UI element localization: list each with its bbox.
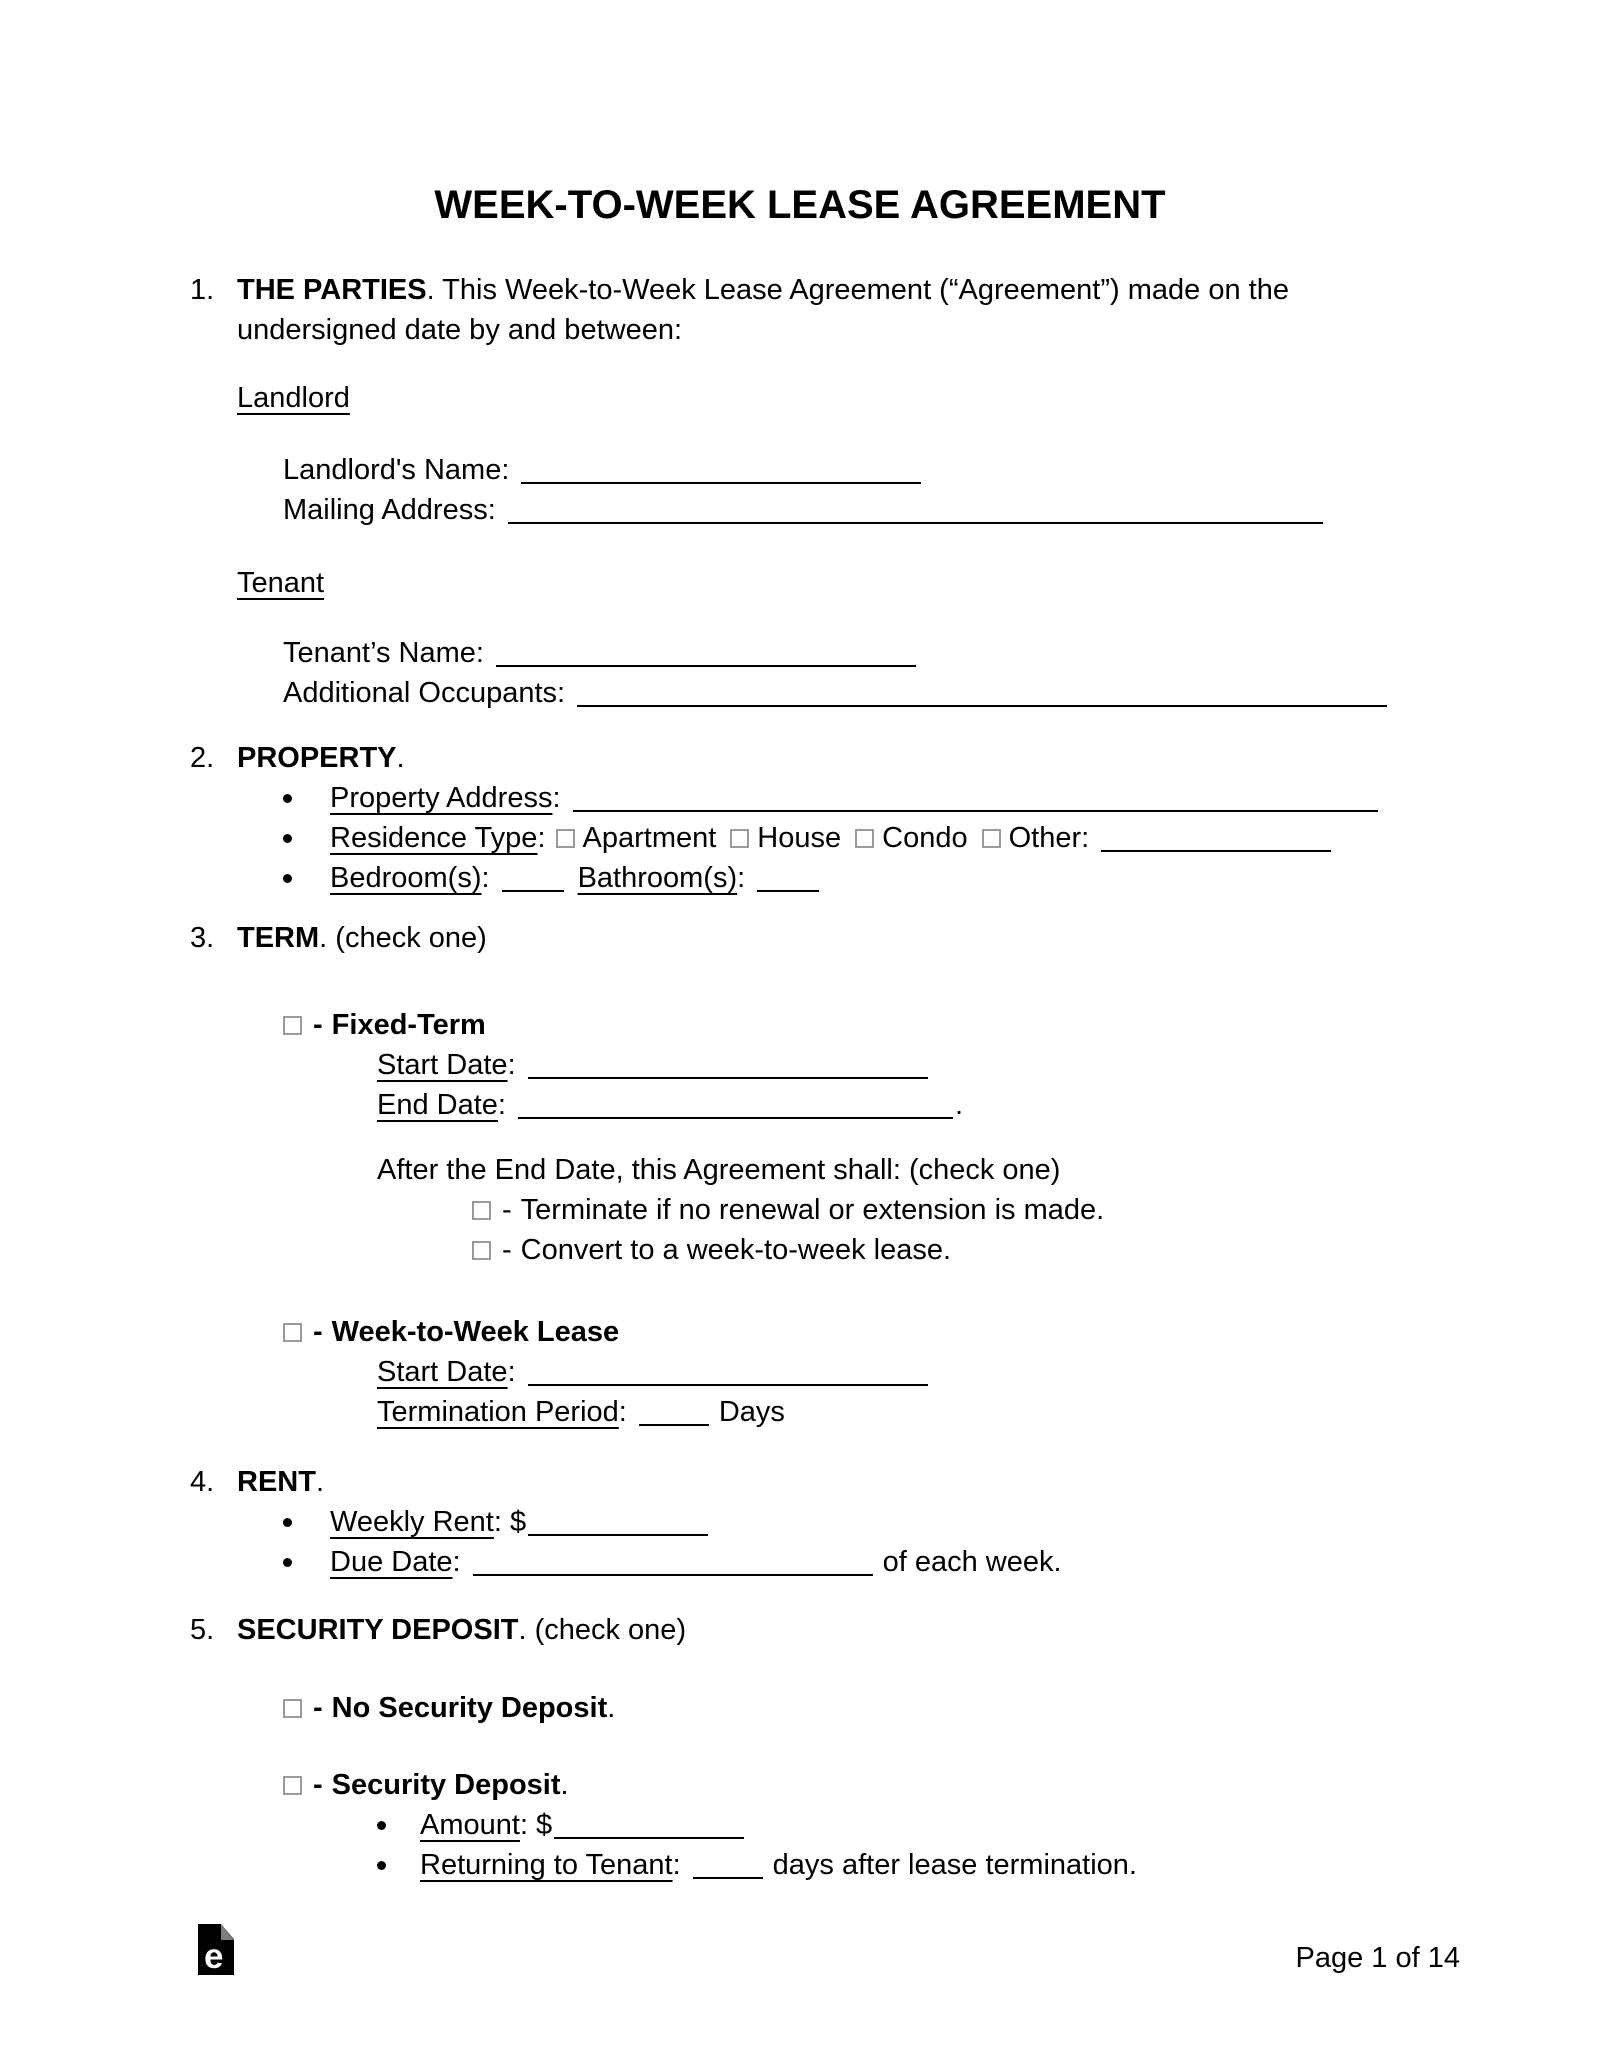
weekly-rent-label: Weekly Rent	[330, 1506, 494, 1538]
due-date-label: Due Date	[330, 1546, 453, 1578]
bullet-icon	[283, 794, 292, 803]
bullet-icon	[283, 834, 292, 843]
apartment-checkbox[interactable]	[556, 829, 575, 848]
weekly-rent-blank[interactable]	[528, 1514, 708, 1536]
terminate-checkbox[interactable]	[472, 1201, 491, 1220]
dash: -	[313, 1692, 323, 1724]
other-checkbox[interactable]	[982, 829, 1001, 848]
start-date-label: Start Date	[377, 1356, 508, 1388]
section-number: 2.	[190, 742, 215, 774]
w2w-start-date-blank[interactable]	[528, 1364, 928, 1386]
due-date-suffix: of each week.	[882, 1546, 1062, 1578]
heading-period: .	[315, 1466, 325, 1498]
additional-occupants-label: Additional Occupants:	[283, 677, 566, 709]
tenant-name-blank[interactable]	[496, 645, 916, 667]
heading-suffix: . (check one)	[518, 1614, 687, 1646]
landlord-name-row	[0, 450, 1600, 490]
period: .	[607, 1692, 616, 1724]
other-option-label: Other:	[1008, 822, 1090, 854]
termination-period-blank[interactable]	[639, 1404, 709, 1426]
start-date-label: Start Date	[377, 1049, 508, 1081]
after-end-date-text: After the End Date, this Agreement shall: (check one)	[377, 1154, 1061, 1186]
tenant-name-label: Tenant’s Name:	[283, 637, 484, 669]
colon: :	[519, 1809, 529, 1841]
landlord-subheading-label: Landlord	[237, 382, 350, 414]
bathrooms-label: Bathroom(s)	[577, 862, 738, 894]
section-term	[0, 918, 1600, 958]
heading-suffix: . (check one)	[319, 922, 487, 954]
eforms-logo	[198, 1924, 234, 1975]
property-address-row	[283, 778, 1600, 818]
additional-occupants-blank[interactable]	[577, 685, 1387, 707]
logo-letter: e	[204, 1937, 224, 1976]
tenant-subheading	[0, 563, 1600, 603]
termination-period-label: Termination Period	[377, 1396, 619, 1428]
convert-option-row	[472, 1230, 1600, 1270]
dash: -	[502, 1194, 512, 1226]
parties-intro-text: . This Week-to-Week Lease Agreement (“Agreement”) made on the undersigned date by and between:	[237, 274, 1289, 346]
page-number: Page 1 of 14	[1295, 1942, 1460, 1974]
section-security-deposit	[0, 1610, 1600, 1650]
section-heading: PROPERTY	[237, 742, 397, 774]
end-date-blank[interactable]	[518, 1097, 953, 1119]
end-date-label: End Date	[377, 1089, 498, 1121]
bathrooms-blank[interactable]	[757, 870, 819, 892]
section-number: 5.	[190, 1614, 215, 1646]
mailing-address-label: Mailing Address:	[283, 494, 496, 526]
week-to-week-label: Week-to-Week Lease	[331, 1316, 620, 1348]
security-deposit-label: Security Deposit	[331, 1769, 561, 1801]
bedrooms-blank[interactable]	[502, 870, 564, 892]
property-address-blank[interactable]	[573, 790, 1378, 812]
bedrooms-label: Bedroom(s)	[330, 862, 482, 894]
bullet-icon	[283, 874, 292, 883]
returning-label: Returning to Tenant	[420, 1849, 673, 1881]
colon: :	[507, 1049, 516, 1081]
fixed-term-option-row	[283, 1005, 1600, 1045]
tenant-subheading-label: Tenant	[237, 567, 325, 599]
security-deposit-checkbox[interactable]	[283, 1776, 302, 1795]
colon: :	[552, 782, 561, 814]
period: .	[560, 1769, 569, 1801]
bullet-icon	[377, 1861, 386, 1870]
colon: :	[493, 1506, 502, 1538]
house-checkbox[interactable]	[730, 829, 749, 848]
landlord-name-label: Landlord's Name:	[283, 454, 510, 486]
residence-type-row	[283, 818, 1600, 858]
w2w-start-date-row	[377, 1352, 1600, 1392]
mailing-address-blank[interactable]	[508, 502, 1323, 524]
fixed-start-date-row	[377, 1045, 1600, 1085]
section-number: 1.	[190, 274, 215, 306]
colon: :	[737, 862, 746, 894]
week-to-week-option-row	[283, 1312, 1600, 1352]
colon: :	[452, 1546, 461, 1578]
condo-checkbox[interactable]	[855, 829, 874, 848]
week-to-week-checkbox[interactable]	[283, 1323, 302, 1342]
section-heading: RENT	[237, 1466, 316, 1498]
colon: :	[672, 1849, 681, 1881]
fixed-term-label: Fixed-Term	[331, 1009, 486, 1041]
security-deposit-row	[283, 1765, 1600, 1805]
colon: :	[481, 862, 490, 894]
returning-suffix: days after lease termination.	[772, 1849, 1137, 1881]
bullet-icon	[377, 1821, 386, 1830]
dash: -	[502, 1234, 512, 1266]
end-date-row	[377, 1085, 1600, 1125]
due-date-row	[283, 1542, 1600, 1582]
bullet-icon	[283, 1518, 292, 1527]
terminate-option-label: Terminate if no renewal or extension is made.	[520, 1194, 1105, 1226]
bullet-icon	[283, 1558, 292, 1567]
returning-blank[interactable]	[693, 1857, 763, 1879]
amount-blank[interactable]	[554, 1817, 744, 1839]
dash: -	[313, 1316, 323, 1348]
bed-bath-row	[283, 858, 1600, 898]
additional-occupants-row	[0, 673, 1600, 713]
days-suffix: Days	[718, 1396, 785, 1428]
dash: -	[313, 1009, 323, 1041]
amount-row	[377, 1805, 1600, 1845]
landlord-subheading	[0, 378, 1600, 418]
section-heading: THE PARTIES	[237, 274, 427, 306]
convert-option-label: Convert to a week-to-week lease.	[520, 1234, 952, 1266]
no-security-deposit-checkbox[interactable]	[283, 1699, 302, 1718]
residence-type-label: Residence Type	[330, 822, 538, 854]
period: .	[954, 1089, 964, 1121]
dollar-sign: $	[509, 1506, 527, 1538]
apartment-option-label: Apartment	[582, 822, 717, 854]
terminate-option-row	[472, 1190, 1600, 1230]
colon: :	[618, 1396, 627, 1428]
no-security-deposit-label: No Security Deposit	[331, 1692, 608, 1724]
other-blank[interactable]	[1101, 830, 1331, 852]
section-rent	[0, 1462, 1600, 1502]
tenant-name-row	[0, 633, 1600, 673]
house-option-label: House	[757, 822, 842, 854]
landlord-name-blank[interactable]	[521, 462, 921, 484]
convert-checkbox[interactable]	[472, 1241, 491, 1260]
dash: -	[313, 1769, 323, 1801]
dollar-sign: $	[536, 1809, 553, 1841]
heading-period: .	[396, 742, 405, 774]
due-date-blank[interactable]	[473, 1554, 873, 1576]
weekly-rent-row	[283, 1502, 1600, 1542]
property-address-label: Property Address	[330, 782, 553, 814]
amount-label: Amount	[420, 1809, 520, 1841]
termination-period-row	[377, 1392, 1600, 1432]
fixed-start-date-blank[interactable]	[528, 1057, 928, 1079]
page-title: WEEK-TO-WEEK LEASE AGREEMENT	[434, 183, 1166, 227]
condo-option-label: Condo	[882, 822, 968, 854]
mailing-address-row	[0, 490, 1600, 530]
colon: :	[497, 1089, 506, 1121]
colon: :	[537, 822, 546, 854]
section-number: 4.	[190, 1466, 215, 1498]
section-heading: SECURITY DEPOSIT	[237, 1614, 519, 1646]
section-number: 3.	[190, 922, 215, 954]
section-property	[0, 738, 1600, 778]
colon: :	[507, 1356, 516, 1388]
fixed-term-checkbox[interactable]	[283, 1016, 302, 1035]
returning-row	[377, 1845, 1600, 1885]
section-parties	[0, 270, 1600, 350]
section-heading: TERM	[237, 922, 320, 954]
no-security-deposit-row	[283, 1688, 1600, 1728]
